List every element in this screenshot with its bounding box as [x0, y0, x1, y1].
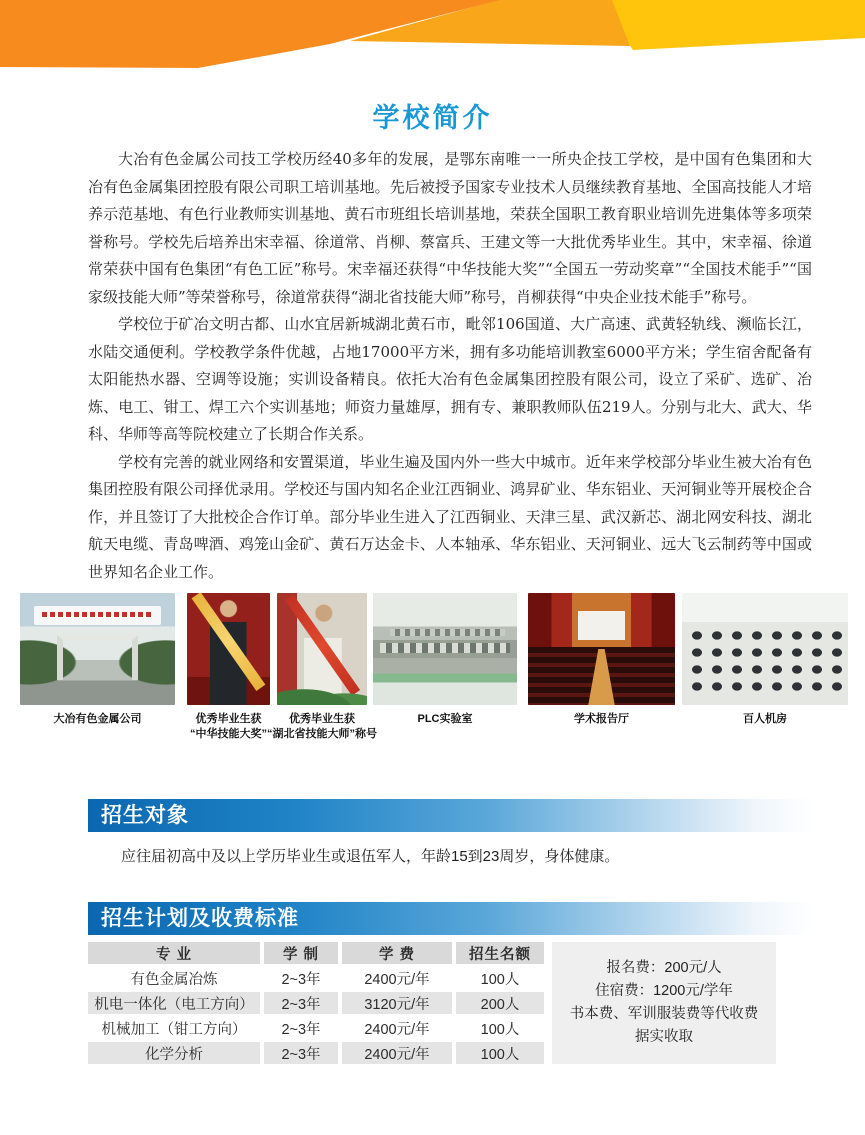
gallery-item-graduate-master: [267, 593, 377, 740]
fee-line: 住宿费：1200元/学年: [595, 983, 733, 999]
photo-caption: 大冶有色金属公司: [53, 713, 142, 725]
gate-sign: [34, 606, 161, 625]
school-intro-text: [88, 146, 812, 586]
table-cell: 2~3年: [264, 1042, 338, 1064]
photo-lecture-hall: [528, 593, 675, 705]
intro-paragraph: 学校有完善的就业网络和安置渠道，毕业生遍及国内外一些大中城市。近年来学校部分毕业生被大冶有色集团控股有限公司择优录用。学校还与国内知名企业江西铜业、鸿昇矿业、华东铝业、天河铜业等开展校企合作，并且签订了大批校企合作订单。部分毕业生进入了江西铜业、天津三星、武汉新芯、湖北网安科技、湖北航天电缆、青岛啤酒、鸡笼山金矿、黄石万达金卡、人本轴承、华东铝业、天河铜业、远大飞云制药等中国或世界知名企业工作。: [88, 452, 812, 581]
table-cell: 2~3年: [264, 1017, 338, 1039]
section-bar-admission-target: [88, 799, 812, 832]
fees-note-box: [552, 942, 776, 1064]
plan-table: [88, 942, 544, 1064]
fee-line: 据实收取: [635, 1029, 693, 1045]
gallery-item-plc-lab: [373, 593, 517, 725]
gallery-item-school-gate: [20, 593, 175, 725]
table-header-tuition: 学 费: [342, 942, 452, 964]
section-bar-admission-plan: [88, 902, 812, 935]
table-cell: 100人: [456, 967, 544, 989]
fee-line: 报名费：200元/人: [606, 960, 722, 976]
console-panel: [380, 643, 510, 653]
gate-sign-text: [42, 612, 153, 617]
fee-line: 书本费、军训服装费等代收费: [569, 1006, 759, 1022]
table-cell: 100人: [456, 1017, 544, 1039]
palm-leaves: [277, 683, 367, 705]
section-title: 招生计划及收费标准: [101, 907, 299, 930]
table-cell: 2~3年: [264, 992, 338, 1014]
table-cell: 机电一体化（电工方向）: [88, 992, 260, 1014]
header-art: [0, 0, 865, 80]
table-cell: 100人: [456, 1042, 544, 1064]
table-cell: 2~3年: [264, 967, 338, 989]
photo-caption: 百人机房: [743, 713, 787, 725]
admission-target-body: 应往届初高中及以上学历毕业生或退伍军人，年龄15到23周岁，身体健康。: [121, 848, 620, 865]
table-cell: 化学分析: [88, 1042, 260, 1064]
gallery-item-computer-room: [682, 593, 848, 725]
gallery-item-graduate-award: [187, 593, 270, 740]
intro-paragraph: 学校位于矿冶文明古都、山水宜居新城湖北黄石市，毗邻106国道、大广高速、武黄轻轨线、濒临长江，水陆交通便利。学校教学条件优越，占地17000平方米，拥有多功能培训教室6000平方米；学生宿舍配备有太阳能热水器、空调等设施；实训设备精良。依托大冶有色金属集团控股有限公司，设立了采矿、选矿、冶炼、电工、钳工、焊工六个实训基地；师资力量雄厚，拥有专、兼职教师队伍219人。分别与北大、武大、华科、华师等高等院校建立了长期合作关系。: [88, 315, 812, 443]
table-cell: 机械加工（钳工方向）: [88, 1017, 260, 1039]
photo-computer-room: [682, 593, 848, 705]
table-cell: 2400元/年: [342, 1017, 452, 1039]
photo-caption: PLC实验室: [417, 713, 473, 725]
section-title: 招生对象: [101, 804, 189, 827]
photo-caption: 优秀毕业生获 “中华技能大奖”: [190, 713, 267, 740]
photo-caption: 优秀毕业生获 “湖北省技能大师”称号: [267, 713, 377, 740]
photo-graduate-award: [187, 593, 270, 705]
table-cell: 2400元/年: [342, 967, 452, 989]
photo-school-gate: [20, 593, 175, 705]
table-header-major: 专 业: [88, 942, 260, 964]
console-panel: [390, 629, 505, 636]
intro-paragraph: 大冶有色金属公司技工学校历经40多年的发展，是鄂东南唯一一所央企技工学校，是中国有色集团和大冶有色金属集团控股有限公司职工培训基地。先后被授予国家专业技术人员继续教育基地、全国高技能人才培养示范基地、有色行业教师实训基地、黄石市班组长培训基地，荣获全国职工教育职业培训先进集体等多项荣誉称号。学校先后培养出宋幸福、徐道常、肖柳、蔡富兵、王建文等一大批优秀毕业生。其中，宋幸福、徐道常荣获中国有色集团“有色工匠”称号。宋幸福还获得“中华技能大奖”“全国五一劳动奖章”“全国技术能手”“国家级技能大师”等荣誉称号，徐道常获得“湖北省技能大师”称号，肖柳获得“中央企业技术能手”称号。: [88, 150, 812, 306]
photo-plc-lab: [373, 593, 517, 705]
monitor-rows: [687, 627, 843, 700]
table-header-quota: 招生名额: [456, 942, 544, 964]
gate-pillars: [57, 635, 138, 680]
gallery-item-lecture-hall: [528, 593, 675, 725]
photo-gallery: [0, 593, 865, 743]
photo-graduate-master: [277, 593, 367, 705]
gold-sash: [192, 593, 266, 690]
page-title: 学校简介: [372, 103, 493, 133]
table-header-duration: 学 制: [264, 942, 338, 964]
photo-caption: 学术报告厅: [574, 713, 629, 725]
red-sash: [284, 594, 359, 696]
table-cell: 有色金属冶炼: [88, 967, 260, 989]
table-cell: 3120元/年: [342, 992, 452, 1014]
table-cell: 200人: [456, 992, 544, 1014]
table-cell: 2400元/年: [342, 1042, 452, 1064]
